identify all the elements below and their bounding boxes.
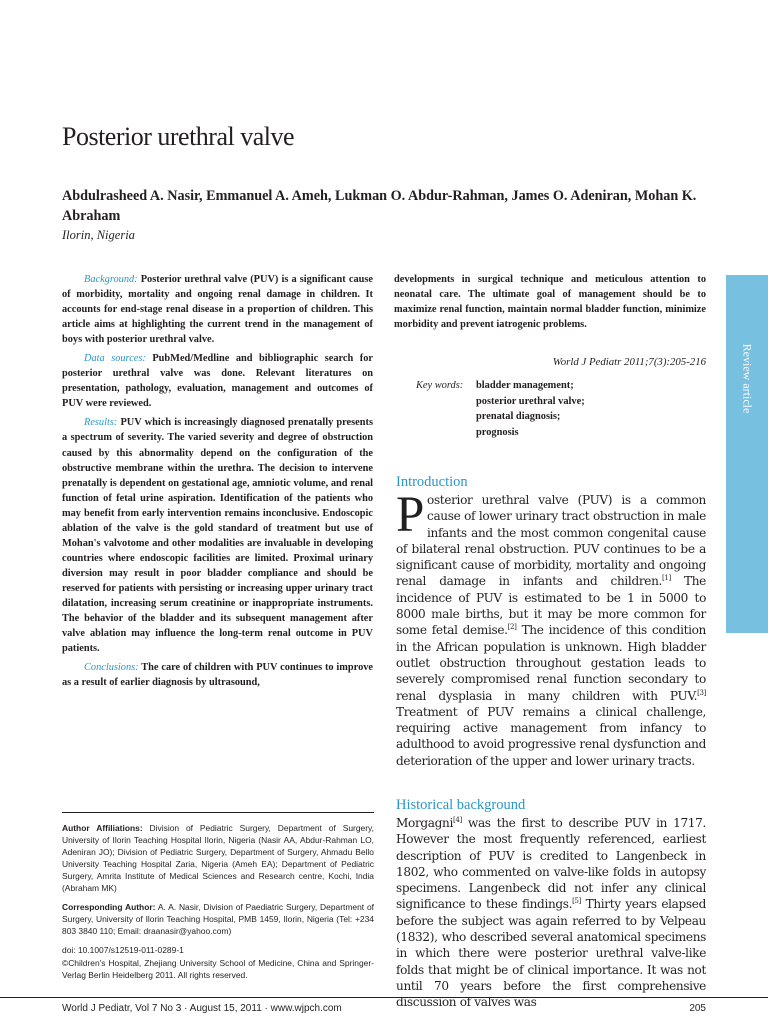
historical-background-heading: Historical background	[396, 797, 526, 813]
author-location: Ilorin, Nigeria	[62, 228, 135, 242]
journal-footer: World J Pediatr, Vol 7 No 3 · August 15, 2011 · www.wjpch.com	[62, 1003, 342, 1014]
reference-4: [4]	[453, 815, 462, 824]
keywords	[416, 378, 585, 439]
journal-citation: World J Pediatr 2011;7(3):205-216	[552, 356, 706, 368]
introduction-text: Posterior urethral valve (PUV) is a common cause of lower urinary tract obstruction in male infants and the most common congenital cause of bilateral renal obstruction. PUV continues to be a significant cause of morbidity, mortality and ongoing renal damage in infants and children.[1] The incidence of PUV is estimated to be 1 in 5000 to 8000 male births, but it may be more common for some fetal demise.[2] The incidence of this condition in the African population is unknown. High bladder outlet obstruction throughout gestation leads to severely compromised renal function secondary to renal dysplasia in many children with PUV.[3] Treatment of PUV remains a clinical challenge, requiring active management from infancy to adulthood to avoid progressive renal dysfunction and deterioration of the upper and lower urinary tracts.	[396, 487, 706, 768]
abstract-background: Background: Posterior urethral valve (PUV) is a significant cause of morbidity, mortality and ongoing renal damage in children. It accounts for end-stage renal disease in a proportion of children. This article aims at highlighting the current trend in the management of boys with posterior urethral valve.	[62, 274, 373, 346]
affiliations-label: Author Affiliations:	[62, 823, 143, 833]
corresponding-author: Corresponding Author: A. A. Nasir, Division of Paediatric Surgery, Department of Surgery, University of Ilorin Teaching Hospital, PMB 1459, Ilorin, Nigeria (Tel: +234 803 3840 110; Email: draanasir@yahoo.com)	[62, 902, 374, 936]
keyword-list	[476, 378, 585, 441]
article-title: Posterior urethral valve	[62, 122, 295, 151]
article-type-tab	[726, 275, 768, 633]
footer-divider	[0, 997, 768, 998]
keyword-item: bladder management;	[476, 380, 574, 391]
keyword-item: prognosis	[476, 427, 519, 439]
reference-3: [3]	[697, 688, 706, 697]
reference-5: [5]	[572, 897, 582, 906]
conclusions-label: Conclusions:	[84, 662, 139, 674]
author-affiliations	[62, 822, 374, 988]
results-label: Results:	[84, 417, 118, 429]
copyright-notice: ©Children's Hospital, Zhejiang University School of Medicine, China and Springer-Verlag Berlin Heidelberg 2011. All rights reserved.	[62, 958, 374, 980]
page-number: 205	[689, 1003, 706, 1014]
historical-background-text: Morgagni[4] was the first to describe PUV in 1717. However the most frequently referenced, earliest description of PUV is credited to Langenbeck in 1802, who commented on valve-like folds in autopsy specimens. Langenbeck did not infer any clinical significance to these findings.[5] Thirty years elapsed before the subject was again referred to by Velpeau (1832), who described several anatomical specimens in which there were posterior urethral valve-like folds that might be of clinical importance. It was not until 70 years before the first comprehensive discussion of valves was	[396, 815, 706, 1010]
abstract-left-column	[62, 272, 373, 694]
doi: doi: 10.1007/s12519-011-0289-1	[62, 945, 184, 955]
abstract-continued: developments in surgical technique and meticulous attention to neonatal care. The ultimate goal of management should be to maximize renal function, maintain normal bladder function, minimize morbidity and prevent iatrogenic problems.	[394, 274, 706, 331]
article-type-label: Review article	[740, 343, 755, 414]
data-sources-label: Data sources:	[84, 353, 146, 365]
reference-1: [1]	[662, 574, 671, 583]
affiliation-divider	[62, 812, 374, 813]
author-list: Abdulrasheed A. Nasir, Emmanuel A. Ameh, Lukman O. Abdur-Rahman, James O. Adeniran, Mohan K. Abraham	[62, 188, 697, 224]
reference-2: [2]	[507, 623, 517, 632]
corresponding-author-label: Corresponding Author:	[62, 902, 156, 912]
keyword-item: posterior urethral valve;	[476, 395, 585, 407]
introduction-heading: Introduction	[396, 474, 468, 490]
background-label: Background:	[84, 274, 138, 285]
abstract-data-sources: Data sources: PubMed/Medline and bibliographic search for posterior urethral valve was done. Relevant literatures on presentation, pathology, evaluation, management and outcomes of PUV were reviewed.	[62, 353, 373, 410]
keyword-item: prenatal diagnosis;	[476, 411, 561, 423]
abstract-results: Results: PUV which is increasingly diagnosed prenatally presents a spectrum of severity. The varied severity and degree of obstruction caused by this abnormality depend on the configuration of the obstructive membrane within the urethra. The decision to intervene prenatally is dependent on gestational age, amniotic volume, and renal function of fetal urine aspiration. Identification of the patients who may benefit from early intervention remains inconclusive. Endoscopic ablation of the valve is the gold standard of treatment but use of Mohan's valvotome and other modalities are invaluable in developing countries where endoscopic facilities are limited. Proximal urinary diversion may result in poor bladder compliance and should be reserved for patients with persisting or increasing upper urinary tract dilatation, increasing serum creatinine or inappropriate instruments. The behavior of the bladder and its subsequent management after valve ablation may influence the long-term renal outcome in PUV patients.	[62, 417, 373, 655]
keywords-label: Key words:	[416, 380, 464, 391]
drop-cap: P	[396, 487, 425, 543]
affiliations: Author Affiliations: Division of Pediatric Surgery, Department of Surgery, University of Ilorin Teaching Hospital Ilorin, Nigeria (Nasir AA, Abdur-Rahman LO, Adeniran JO); Division of Pediatric Surgery, Department of Surgery, Ahmadu Bello University Teaching Hospital Zaria, Nigeria (Ameh EA); Department of Pediatric Surgery, Amrita Institute of Medical Sciences and Research centre, Kochi, India (Abraham MK)	[62, 823, 374, 893]
abstract-conclusions: Conclusions: The care of children with PUV continues to improve as a result of earlier diagnosis by ultrasound,	[62, 662, 373, 689]
